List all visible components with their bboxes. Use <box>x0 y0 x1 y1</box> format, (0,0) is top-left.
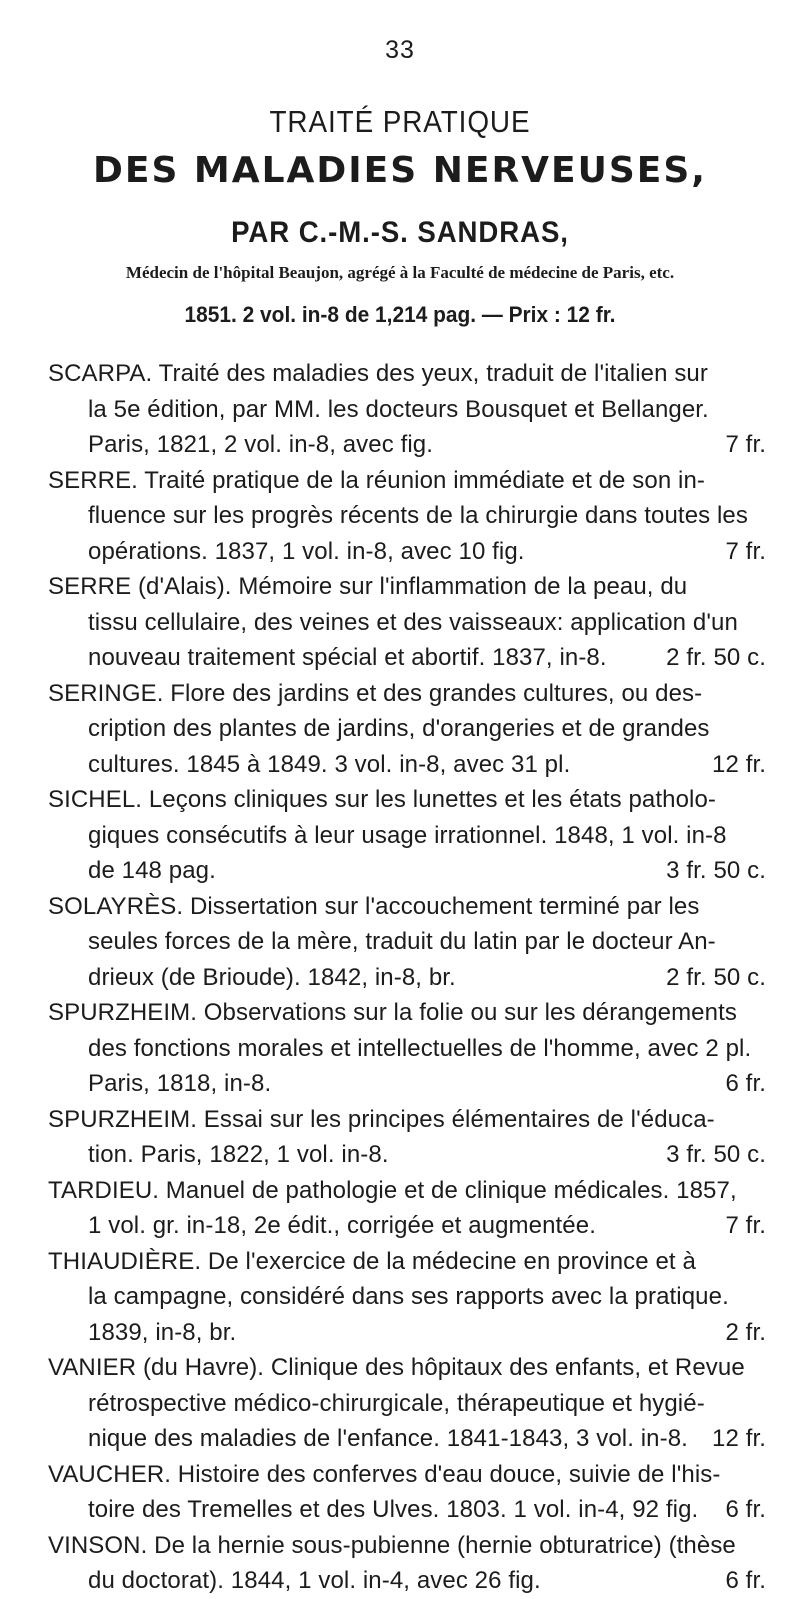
entry-last-line <box>48 747 766 783</box>
entry-line: des fonctions morales et intellectuelles de l'homme, avec 2 pl. <box>88 1034 752 1062</box>
catalog-entry <box>48 1350 766 1457</box>
entry-last-line <box>48 1208 766 1244</box>
entry-last-line <box>48 1492 766 1528</box>
entry-price: 6 fr. <box>725 1070 766 1097</box>
entry-line: giques consécutifs à leur usage irrationnel. 1848, 1 vol. in-8 <box>88 821 727 849</box>
entry-last-line <box>48 427 766 463</box>
entry-price: 2 fr. 50 c. <box>666 963 766 991</box>
entry-line: SERRE. Traité pratique de la réunion immédiate et de son in- <box>48 466 706 494</box>
entry-line: SCARPA. Traité des maladies des yeux, traduit de l'italien sur <box>48 360 708 387</box>
entry-price: 7 fr. <box>725 1212 766 1239</box>
entry-price: 12 fr. <box>712 750 766 778</box>
entry-line: VANIER (du Havre). Clinique des hôpitaux des enfants, et Revue <box>48 1354 745 1381</box>
catalog-entry <box>48 463 766 570</box>
entry-line-text: 1839, in-8, br. <box>88 1318 237 1346</box>
catalog-entry <box>48 889 766 996</box>
entry-line-text: cultures. 1845 à 1849. 3 vol. in-8, avec 31 pl. <box>88 750 571 778</box>
entry-line-text: Paris, 1821, 2 vol. in-8, avec fig. <box>88 431 434 458</box>
entry-last-line <box>48 1563 766 1599</box>
entry-line-text: drieux (de Brioude). 1842, in-8, br. <box>88 963 456 991</box>
author-line: PAR C.-M.-S. SANDRAS, <box>231 216 569 249</box>
catalog-entry <box>48 569 766 676</box>
entry-price: 2 fr. 50 c. <box>666 644 766 671</box>
entry-line: tissu cellulaire, des veines et des vaisseaux: application d'un <box>88 608 738 636</box>
entry-line: SERINGE. Flore des jardins et des grandes cultures, ou des- <box>48 679 703 707</box>
entry-price: 6 fr. <box>725 1496 766 1523</box>
catalog-entry <box>48 995 766 1102</box>
entry-line: SICHEL. Leçons cliniques sur les lunettes et les états patholo- <box>48 786 716 813</box>
entry-line: seules forces de la mère, traduit du latin par le docteur An- <box>88 928 716 955</box>
entry-line: cription des plantes de jardins, d'orangeries et de grandes <box>88 715 710 742</box>
catalog-entry <box>48 1244 766 1351</box>
entry-line: rétrospective médico-chirurgicale, thérapeutique et hygié- <box>88 1389 705 1417</box>
catalog-entry <box>48 1102 766 1173</box>
entry-price: 2 fr. <box>725 1318 766 1346</box>
title-line-2: DES MALADIES NERVEUSES, <box>92 150 707 191</box>
publication-info: 1851. 2 vol. in-8 de 1,214 pag. — Prix : 12 fr. <box>184 302 616 327</box>
entry-price: 6 fr. <box>725 1567 766 1594</box>
entry-line-text: 1 vol. gr. in-18, 2e édit., corrigée et augmentée. <box>88 1212 596 1239</box>
catalog-entry <box>48 676 766 783</box>
entry-line: SPURZHEIM. Essai sur les principes élémentaires de l'éduca- <box>48 1105 715 1133</box>
entry-line: TARDIEU. Manuel de pathologie et de clinique médicales. 1857, <box>48 1176 737 1204</box>
entry-line-text: de 148 pag. <box>88 857 216 884</box>
entry-line: VAUCHER. Histoire des conferves d'eau douce, suivie de l'his- <box>48 1460 721 1488</box>
entry-line-text: nouveau traitement spécial et abortif. 1837, in-8. <box>88 644 607 671</box>
entry-line-text: Paris, 1818, in-8. <box>88 1070 272 1097</box>
catalog-entry <box>48 1457 766 1528</box>
entry-price: 3 fr. 50 c. <box>666 1141 766 1168</box>
entry-line: SPURZHEIM. Observations sur la folie ou sur les dérangements <box>48 999 737 1026</box>
entry-line-text: nique des maladies de l'enfance. 1841-1843, 3 vol. in-8. <box>88 1425 688 1452</box>
entry-line-text: toire des Tremelles et des Ulves. 1803. 1 vol. in-4, 92 fig. <box>88 1496 699 1523</box>
entry-price: 3 fr. 50 c. <box>666 857 766 884</box>
catalog-entry <box>48 356 766 463</box>
title-line-1: TRAITÉ PRATIQUE <box>269 104 531 139</box>
catalog-entry <box>48 1173 766 1244</box>
entry-last-line <box>48 1421 766 1457</box>
entry-line: la 5e édition, par MM. les docteurs Bousquet et Bellanger. <box>88 395 709 423</box>
entry-line: SOLAYRÈS. Dissertation sur l'accouchement terminé par les <box>48 892 700 920</box>
entry-last-line <box>48 1315 766 1351</box>
author-credentials: Médecin de l'hôpital Beaujon, agrégé à la Faculté de médecine de Paris, etc. <box>125 263 675 282</box>
entry-line: VINSON. De la hernie sous-pubienne (hernie obturatrice) (thèse <box>48 1531 736 1559</box>
entry-line: la campagne, considéré dans ses rapports avec la pratique. <box>88 1283 729 1310</box>
entry-price: 7 fr. <box>725 431 766 458</box>
entry-last-line <box>48 534 766 570</box>
entry-price: 12 fr. <box>712 1425 766 1452</box>
entry-line-text: du doctorat). 1844, 1 vol. in-4, avec 26 fig. <box>88 1567 541 1594</box>
entry-last-line <box>48 960 766 996</box>
catalog-entries <box>48 356 766 1599</box>
page-number: 33 <box>385 36 415 64</box>
entry-line-text: opérations. 1837, 1 vol. in-8, avec 10 fig. <box>88 537 525 565</box>
entry-price: 7 fr. <box>725 537 766 565</box>
entry-last-line <box>48 1066 766 1102</box>
entry-line-text: tion. Paris, 1822, 1 vol. in-8. <box>88 1141 389 1168</box>
entry-line: THIAUDIÈRE. De l'exercice de la médecine en province et à <box>48 1247 696 1275</box>
entry-last-line <box>48 853 766 889</box>
catalog-entry <box>48 1528 766 1599</box>
catalog-entry <box>48 782 766 889</box>
entry-line: SERRE (d'Alais). Mémoire sur l'inflammation de la peau, du <box>48 573 688 600</box>
entry-line: fluence sur les progrès récents de la chirurgie dans toutes les <box>88 502 748 529</box>
entry-last-line <box>48 640 766 676</box>
entry-last-line <box>48 1137 766 1173</box>
